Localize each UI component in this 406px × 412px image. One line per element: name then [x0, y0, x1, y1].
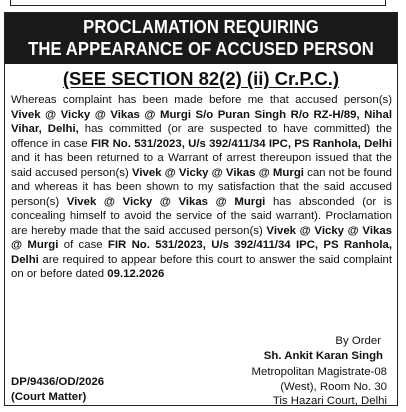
dp-reference	[11, 375, 104, 404]
header-line-1: PROCLAMATION REQUIRING	[83, 16, 319, 37]
accused-name: Vivek @ Vicky @ Vikas @ Murgi	[66, 195, 266, 208]
dp-number: DP/9436/OD/2026	[11, 376, 105, 388]
accused-name-address: Vivek @ Vicky @ Vikas @ Murgi S/o Puran Singh R/o RZ-H/89, Nihal Vihar, Delhi,	[11, 108, 392, 135]
designation-line: Metropolitan Magistrate-08	[251, 366, 387, 378]
section-text: (SEE SECTION 82(2) (ii) Cr.P.C.)	[62, 68, 340, 89]
body-text: has committed (or are suspected to have committed) the offence in case	[11, 123, 392, 150]
magistrate-name: Sh. Ankit Karan Singh	[263, 350, 383, 362]
notice-body	[11, 93, 392, 282]
designation-line: Tis Hazari Court, Delhi	[272, 395, 387, 407]
header-line-2: THE APPEARANCE OF ACCUSED PERSON	[28, 38, 374, 59]
by-order: By Order	[335, 335, 381, 347]
body-text: Whereas complaint has been made before me that accused person(s)	[11, 94, 392, 106]
magistrate-designation	[187, 365, 387, 409]
body-text: can not be found and whereas it has been shown to my satisfaction that the said accused person(s)	[11, 166, 392, 208]
court-matter: (Court Matter)	[11, 390, 87, 403]
previous-notice-border	[10, 0, 386, 6]
fir-details: FIR No. 531/2023, U/s 392/411/34 IPC, PS Ranhola, Delhi	[11, 239, 393, 266]
section-reference	[5, 69, 397, 89]
body-text: of case	[58, 239, 108, 251]
body-text: are required to appear before this court to answer the said complaint on or before dated	[11, 253, 392, 280]
notice-header	[5, 13, 397, 64]
body-text: has absconded (or is concealing himself to avoid the service of the said warrant). Proclamation are hereby made that the said accused person(s)	[11, 195, 392, 237]
fir-details: FIR No. 531/2023, U/s 392/411/34 IPC, PS Ranhola, Delhi	[90, 137, 392, 150]
accused-name: Vivek @ Vicky @ Vikas @ Murgi	[131, 166, 304, 179]
accused-name: Vivek @ Vicky @ Vikas @ Murgi	[11, 224, 392, 251]
proclamation-notice	[4, 12, 398, 406]
designation-line: (West), Room No. 30	[280, 380, 387, 393]
body-text: and it has been returned to a Warrant of arrest thereupon issued that the said accused person(s)	[11, 152, 392, 179]
appearance-date: 09.12.2026	[107, 268, 165, 280]
